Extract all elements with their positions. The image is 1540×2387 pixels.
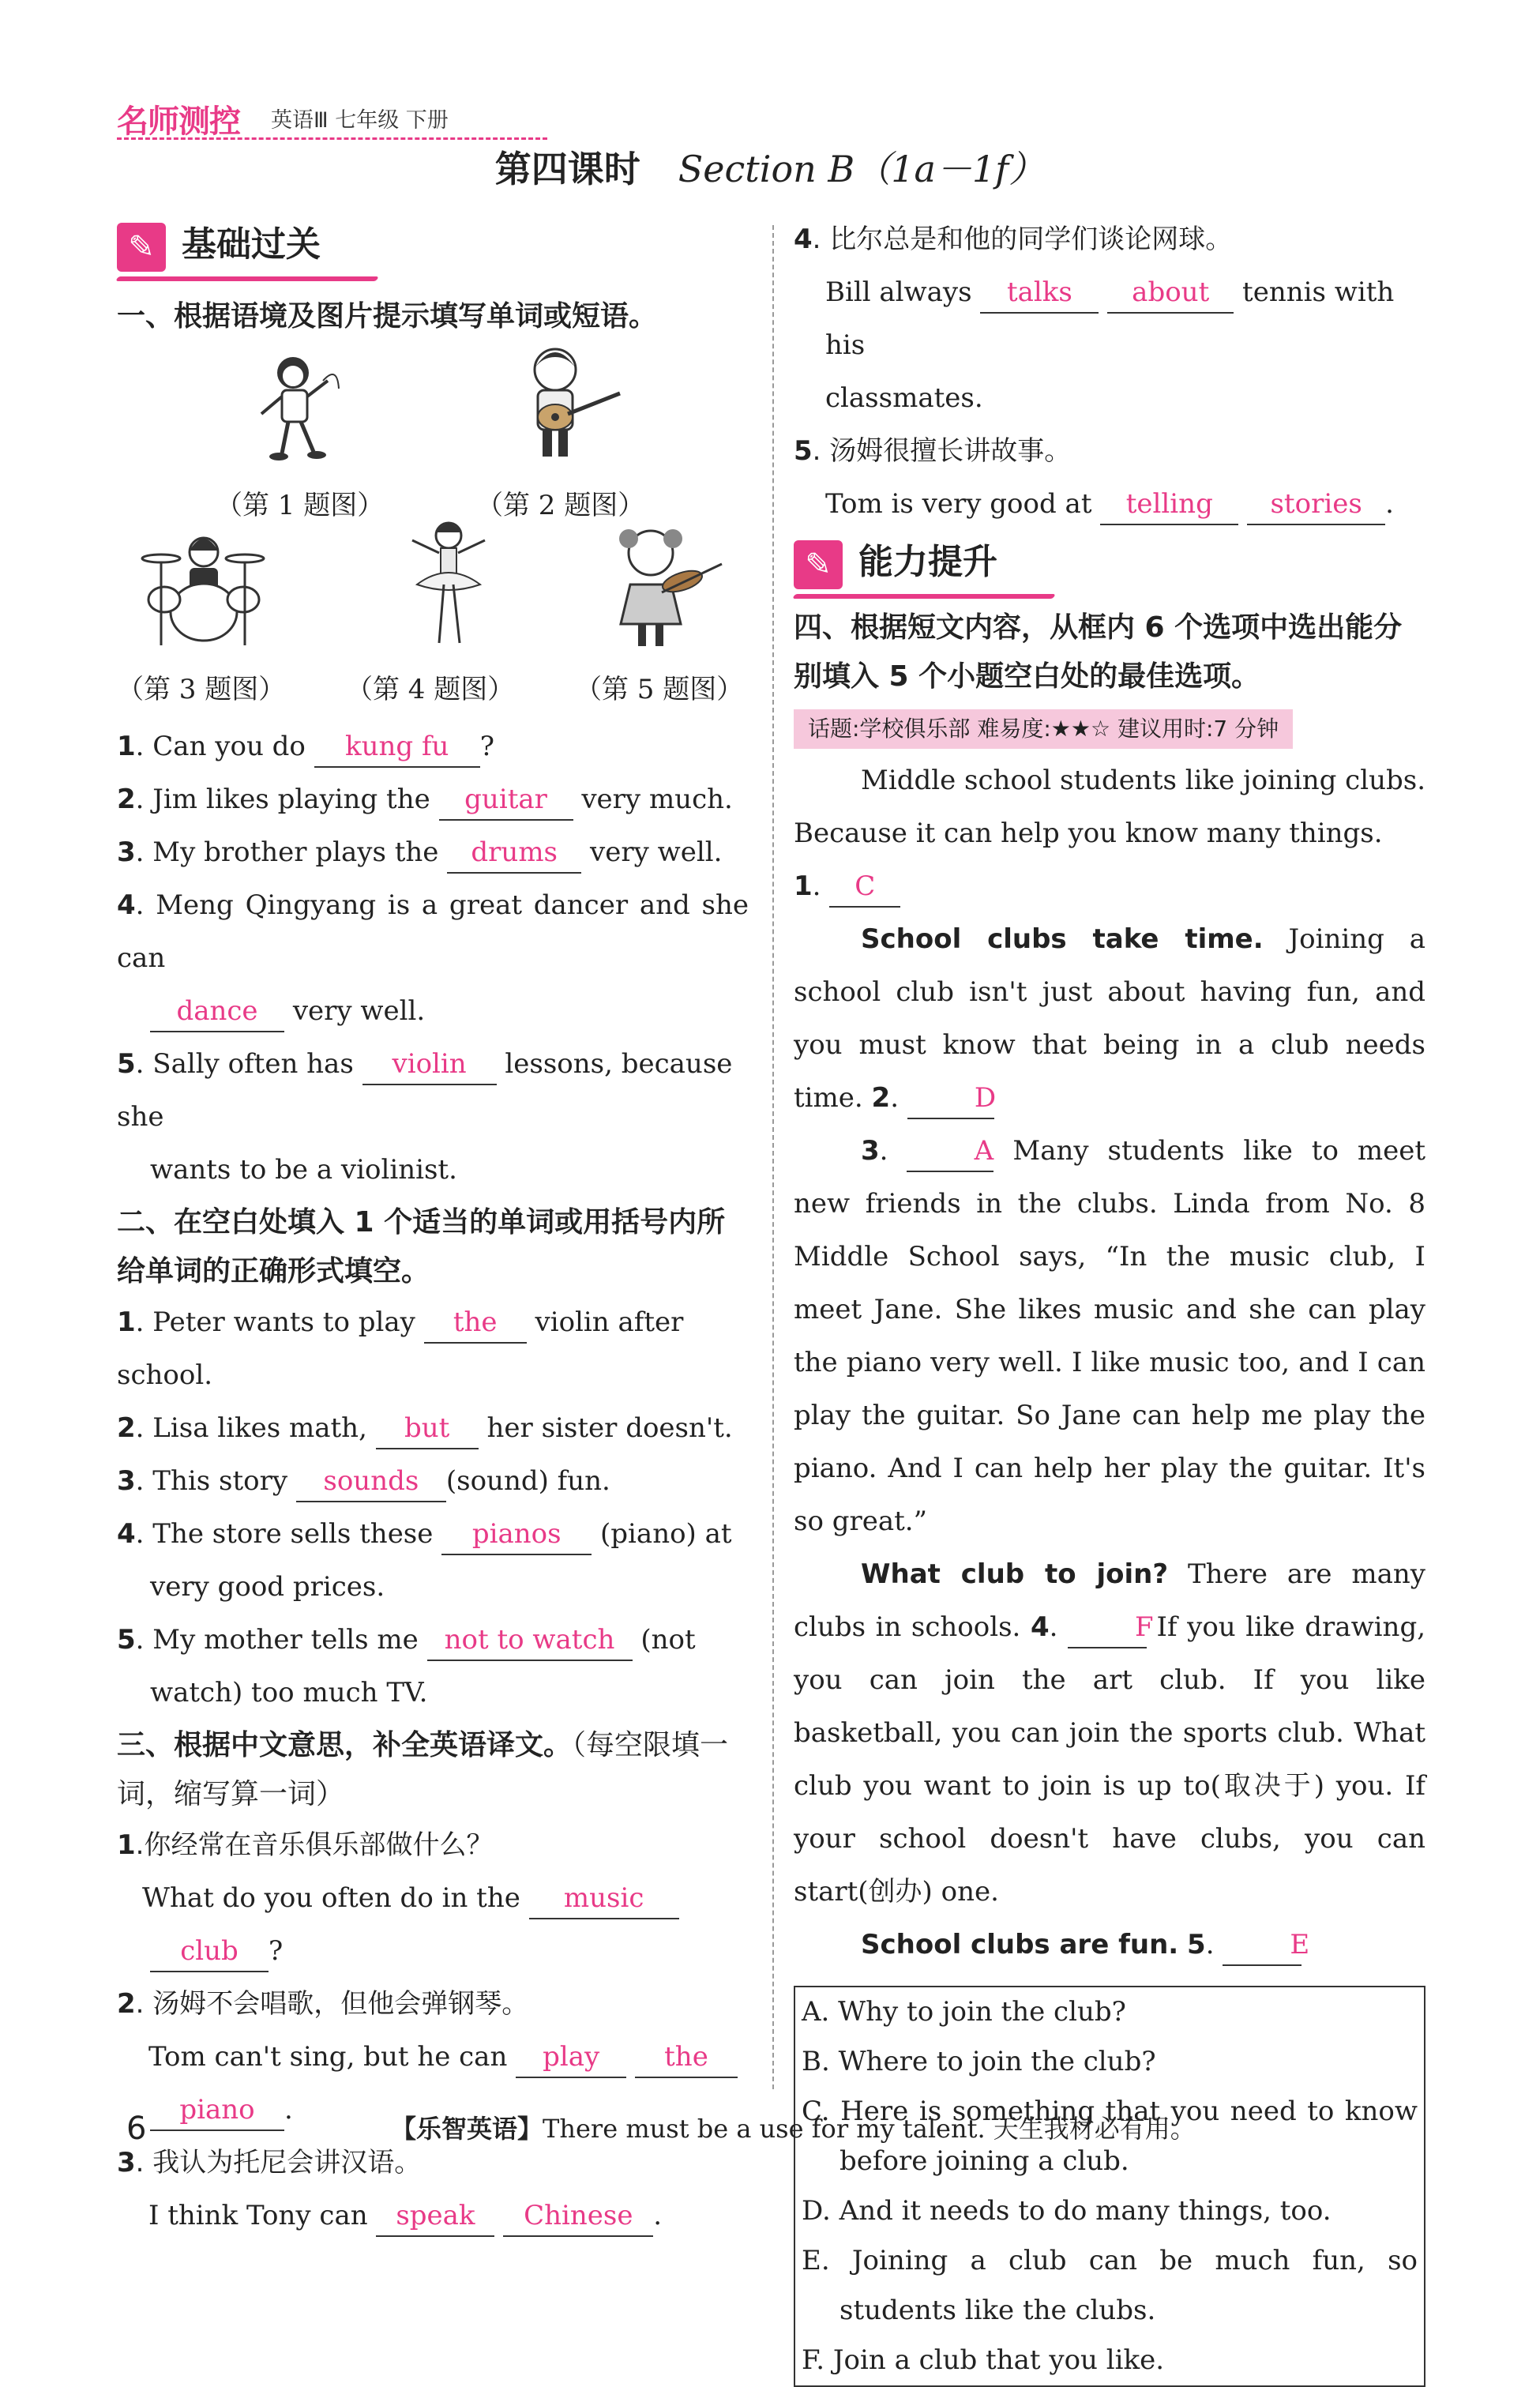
p2-q5-cont: watch) too much TV.: [150, 1677, 428, 1708]
option-c: C. Here is something that you need to know before joining a club.: [802, 2096, 1418, 2177]
p3-q5-zh: 5. 汤姆很擅长讲故事。: [794, 435, 1072, 467]
p3-q4-cont: classmates.: [825, 382, 983, 414]
answer-blank: about: [1107, 273, 1234, 314]
part1-title: 一、根据语境及图片提示填写单词或短语。: [117, 300, 658, 333]
p2-q5: 5. My mother tells me not to watch (not: [117, 1614, 749, 1667]
answer-blank: violin: [362, 1044, 497, 1085]
option-d: D. And it needs to do many things, too.: [802, 2195, 1332, 2227]
p1-q1: 1. Can you do kung fu ?: [117, 720, 749, 773]
options-box: [794, 1986, 1425, 2387]
footer-quote: 【乐智英语】There must be a use for my talent. 天生我材必有用。: [391, 2114, 1196, 2144]
lesson-title: 第四课时 Section B（1a－1f）: [494, 148, 1046, 190]
passage-p3: 3. A Many students like to meet new friends in the clubs. Linda from No. 8 Middle School says, “In the music club, I meet Jane. She likes music and she can play the piano very well. I like music too, and I can play the guitar. So Jane can help me play the piano. And I can help her play the guitar. It's so great.”: [794, 1125, 1425, 1548]
option-e: E. Joining a club can be much fun, so students like the clubs.: [802, 2245, 1418, 2326]
answer-blank: piano: [150, 2090, 284, 2131]
section-underline: [115, 276, 378, 281]
p1-q4-cont: dance very well.: [117, 985, 749, 1038]
option-b: B. Where to join the club?: [802, 2046, 1156, 2077]
option-f: F. Join a club that you like.: [802, 2344, 1165, 2376]
answer-blank: but: [376, 1408, 479, 1449]
book-subject: 英语Ⅲ 七年级 下册: [271, 108, 449, 133]
answer-blank: play: [516, 2037, 626, 2078]
section-advanced: ✎ 能力提升: [794, 531, 1425, 603]
answer-blank: guitar: [439, 780, 573, 821]
right-column: [794, 213, 1425, 2387]
left-column: [117, 213, 749, 2242]
page-header: [117, 96, 1412, 144]
p1-q2: 2. Jim likes playing the guitar very much.: [117, 773, 749, 826]
answer-blank: drums: [447, 833, 581, 874]
p3-q2: Tom can't sing, but he can play the: [117, 2031, 749, 2084]
part2-title: 二、在空白处填入 1 个适当的单词或用括号内所给单词的正确形式填空。: [117, 1206, 726, 1287]
p3-q4: Bill always talks about tennis with his: [794, 266, 1425, 372]
violin-girl-picture: [607, 521, 725, 652]
passage-p2: School clubs take time. Joining a school club isn't just about having fun, and you must know that being in a club needs time. 2. D: [794, 913, 1425, 1125]
answer-blank: telling: [1100, 484, 1238, 525]
answer-blank: D: [907, 1078, 994, 1119]
p3-q1: What do you often do in the music: [117, 1872, 749, 1925]
part3-title: 三、根据中文意思，补全英语译文。（每空限填一词，缩写算一词）: [117, 1729, 729, 1810]
section-basic: ✎ 基础过关: [117, 213, 749, 292]
section-underline: [792, 594, 1055, 599]
page-number: 6: [126, 2111, 147, 2147]
kungfu-boy-picture: [255, 349, 342, 468]
pencil-icon: ✎: [794, 540, 843, 589]
answer-blank: Chinese: [503, 2196, 653, 2237]
answer-blank: sounds: [296, 1461, 446, 1502]
part4-title: 四、根据短文内容，从框内 6 个选项中选出能分别填入 5 个小题空白处的最佳选项。: [794, 611, 1403, 693]
answer-blank: E: [1223, 1925, 1301, 1966]
answer-blank: A: [907, 1131, 993, 1172]
p2-q4: 4. The store sells these pianos (piano) at: [117, 1508, 749, 1561]
p3-q2-cont: piano .: [117, 2084, 749, 2137]
answer-blank: the: [635, 2037, 738, 2078]
caption-1: （第 1 题图）: [216, 490, 385, 521]
p2-q2: 2. Lisa likes math, but her sister doesn't.: [117, 1402, 749, 1455]
drummer-picture: [141, 527, 267, 649]
answer-blank: not to watch: [427, 1620, 633, 1661]
p1-q4: 4. Meng Qingyang is a great dancer and she can: [117, 889, 749, 974]
p3-q3: I think Tony can speak Chinese .: [117, 2190, 749, 2242]
ballet-dancer-picture: [401, 517, 496, 651]
answer-blank: F: [1068, 1607, 1147, 1648]
brand-logo: 名师测控: [117, 103, 240, 140]
p1-q5-cont: wants to be a violinist.: [150, 1154, 457, 1186]
answer-blank: dance: [150, 991, 284, 1032]
answer-blank: stories: [1247, 484, 1385, 525]
p3-q2-zh: 2. 汤姆不会唱歌，但他会弹钢琴。: [117, 1988, 529, 2020]
column-divider: [772, 225, 774, 2089]
caption-3: （第 3 题图）: [117, 674, 286, 705]
p3-q3-zh: 3. 我认为托尼会讲汉语。: [117, 2147, 422, 2178]
guitar-boy-picture: [516, 341, 626, 468]
passage-p1: Middle school students like joining clubs. Because it can help you know many things.: [794, 765, 1425, 849]
passage-q1: 1. C: [794, 860, 1425, 913]
answer-blank: pianos: [441, 1514, 592, 1555]
answer-blank: speak: [376, 2196, 494, 2237]
answer-blank: club: [150, 1931, 269, 1972]
answer-blank: the: [424, 1303, 527, 1344]
caption-5: （第 5 题图）: [575, 674, 744, 705]
p1-q3: 3. My brother plays the drums very well.: [117, 826, 749, 879]
p1-q5: 5. Sally often has violin lessons, because she: [117, 1038, 749, 1144]
p3-q1-cont: club ?: [117, 1925, 749, 1978]
passage-p5: School clubs are fun. 5. E: [794, 1919, 1425, 1972]
answer-blank: music: [529, 1878, 679, 1919]
answer-blank: kung fu: [314, 727, 480, 768]
p2-q1: 1. Peter wants to play the violin after school.: [117, 1296, 749, 1402]
option-a: A. Why to join the club?: [802, 1996, 1126, 2028]
pencil-icon: ✎: [117, 223, 166, 272]
p2-q3: 3. This story sounds (sound) fun.: [117, 1455, 749, 1508]
answer-blank: C: [829, 866, 900, 908]
passage-p4: What club to join? There are many clubs in schools. 4. F If you like drawing, you can join the art club. If you like basketball, you can join the sports club. What club you want to join is up to(取决于) you. If your school doesn't have clubs, you can start(创办) one.: [794, 1558, 1426, 1908]
p3-q4-zh: 4. 比尔总是和他的同学们谈论网球。: [794, 224, 1233, 255]
picture-grid: [117, 341, 749, 720]
p3-q1-zh: 1.你经常在音乐俱乐部做什么？: [117, 1829, 494, 1861]
topic-tag: 话题:学校俱乐部 难易度:★★☆ 建议用时:7 分钟: [794, 709, 1293, 749]
caption-4: （第 4 题图）: [346, 674, 515, 705]
p3-q5: Tom is very good at telling stories .: [794, 478, 1425, 531]
p2-q4-cont: very good prices.: [150, 1571, 385, 1603]
answer-blank: talks: [980, 273, 1099, 314]
header-divider: [117, 137, 547, 140]
caption-2: （第 2 题图）: [476, 490, 645, 521]
